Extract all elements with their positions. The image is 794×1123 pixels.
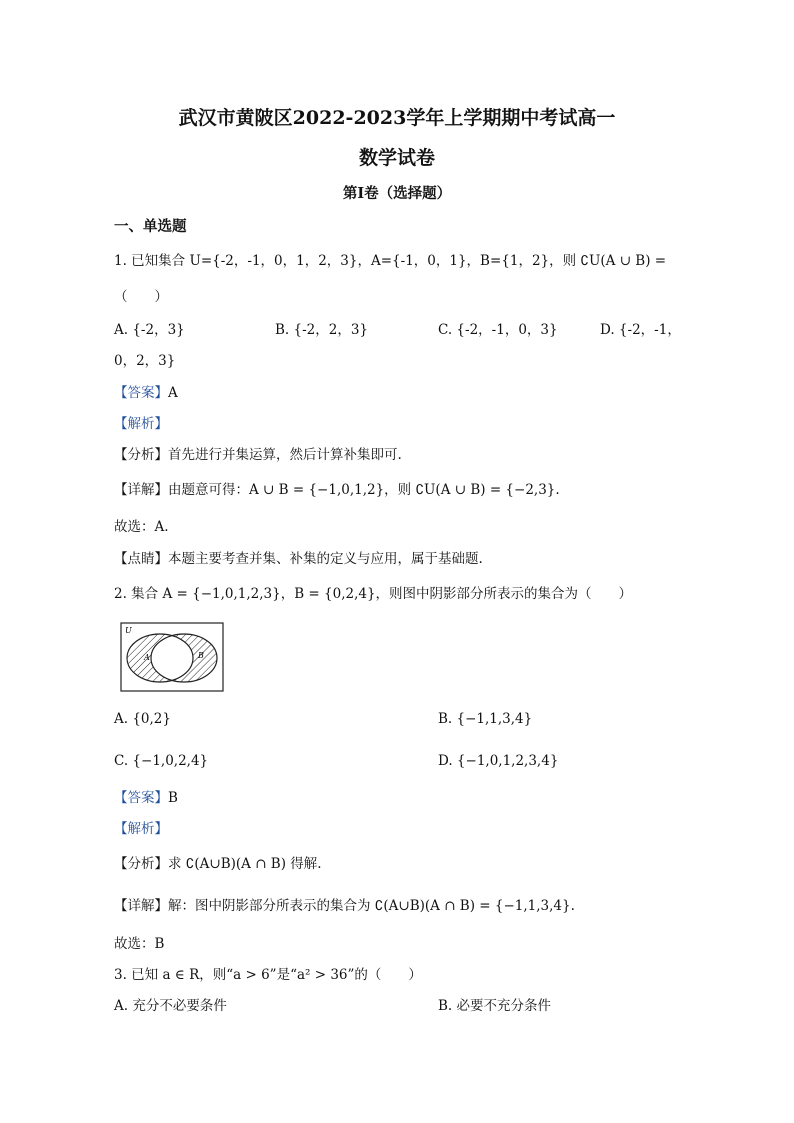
q2-answer-line <box>114 792 178 806</box>
q1-stem: 1. 已知集合 U={-2，-1，0，1，2，3}，A={-1，0，1}，B={1，2}，则 ∁U(A ∪ B) = <box>114 253 667 269</box>
q3-option-a: A. 充分不必要条件 <box>114 998 227 1014</box>
q2-analysis-tag: 【解析】 <box>114 821 168 837</box>
q1-guxuan: 故选：A. <box>114 519 169 535</box>
q2-option-a: A. {0,2} <box>114 711 171 727</box>
answer-tag: 【答案】 <box>114 385 168 401</box>
q1-option-c: C. {-2，-1，0，3} <box>438 322 558 338</box>
q2-answer: B <box>168 790 178 806</box>
q1-answer-line <box>114 387 178 401</box>
q2-option-c: C. {−1,0,2,4} <box>114 753 209 769</box>
q1-analysis-tag: 【解析】 <box>114 416 168 432</box>
q1-dianjing-line <box>114 553 483 567</box>
q1-fenxi-line <box>114 449 402 463</box>
q1-option-b: B. {-2，2，3} <box>275 322 369 338</box>
q1-stem-blank: （ ） <box>114 289 168 305</box>
venn-label-b: B <box>198 651 204 660</box>
q1-xiangjie-line <box>114 484 560 498</box>
q2-stem: 2. 集合 A = {−1,0,1,2,3}，B = {0,2,4}，则图中阴影部分所表示的集合为（ ） <box>114 586 633 602</box>
q2-xiangjie-line <box>114 900 575 914</box>
q2-fenxi-line <box>114 858 322 872</box>
section-heading: 一、单选题 <box>114 218 187 235</box>
q1-xiangjie: 由题意可得：A ∪ B = {−1,0,1,2}，则 ∁U(A ∪ B) = {−2,3}. <box>168 482 560 498</box>
q2-option-b: B. {−1,1,3,4} <box>438 711 533 727</box>
fenxi-tag: 【分析】 <box>114 856 168 872</box>
q1-fenxi: 首先进行并集运算，然后计算补集即可. <box>168 447 402 463</box>
exam-subject: 数学试卷 <box>358 147 435 169</box>
exam-title: 武汉市黄陂区2022-2023学年上学期期中考试高一 <box>178 107 616 129</box>
q2-guxuan: 故选：B <box>114 936 165 952</box>
q1-option-a: A. {-2，3} <box>114 322 185 338</box>
fenxi-tag: 【分析】 <box>114 447 168 463</box>
q3-stem: 3. 已知 a ∈ R，则“a > 6”是“a² > 36”的（ ） <box>114 967 422 983</box>
xiangjie-tag: 【详解】 <box>114 482 168 498</box>
q2-option-d: D. {−1,0,1,2,3,4} <box>438 753 559 769</box>
q3-option-b: B. 必要不充分条件 <box>438 998 552 1014</box>
xiangjie-tag: 【详解】 <box>114 898 168 914</box>
q2-xiangjie: 解：图中阴影部分所表示的集合为 ∁(A∪B)(A ∩ B) = {−1,1,3,4}. <box>168 898 575 914</box>
venn-label-a: A <box>144 653 150 662</box>
q2-fenxi: 求 ∁(A∪B)(A ∩ B) 得解. <box>168 856 322 872</box>
answer-tag: 【答案】 <box>114 790 168 806</box>
venn-label-u: U <box>125 626 132 635</box>
exam-volume: 第I卷（选择题） <box>342 185 452 202</box>
q1-option-d-cont: 0，2，3} <box>114 353 176 369</box>
q1-answer: A <box>168 385 178 401</box>
venn-diagram <box>120 622 224 692</box>
q1-option-d: D. {-2，-1， <box>600 322 681 338</box>
dianjing-tag: 【点睛】 <box>114 551 168 567</box>
q1-dianjing: 本题主要考查并集、补集的定义与应用，属于基础题. <box>168 551 483 567</box>
